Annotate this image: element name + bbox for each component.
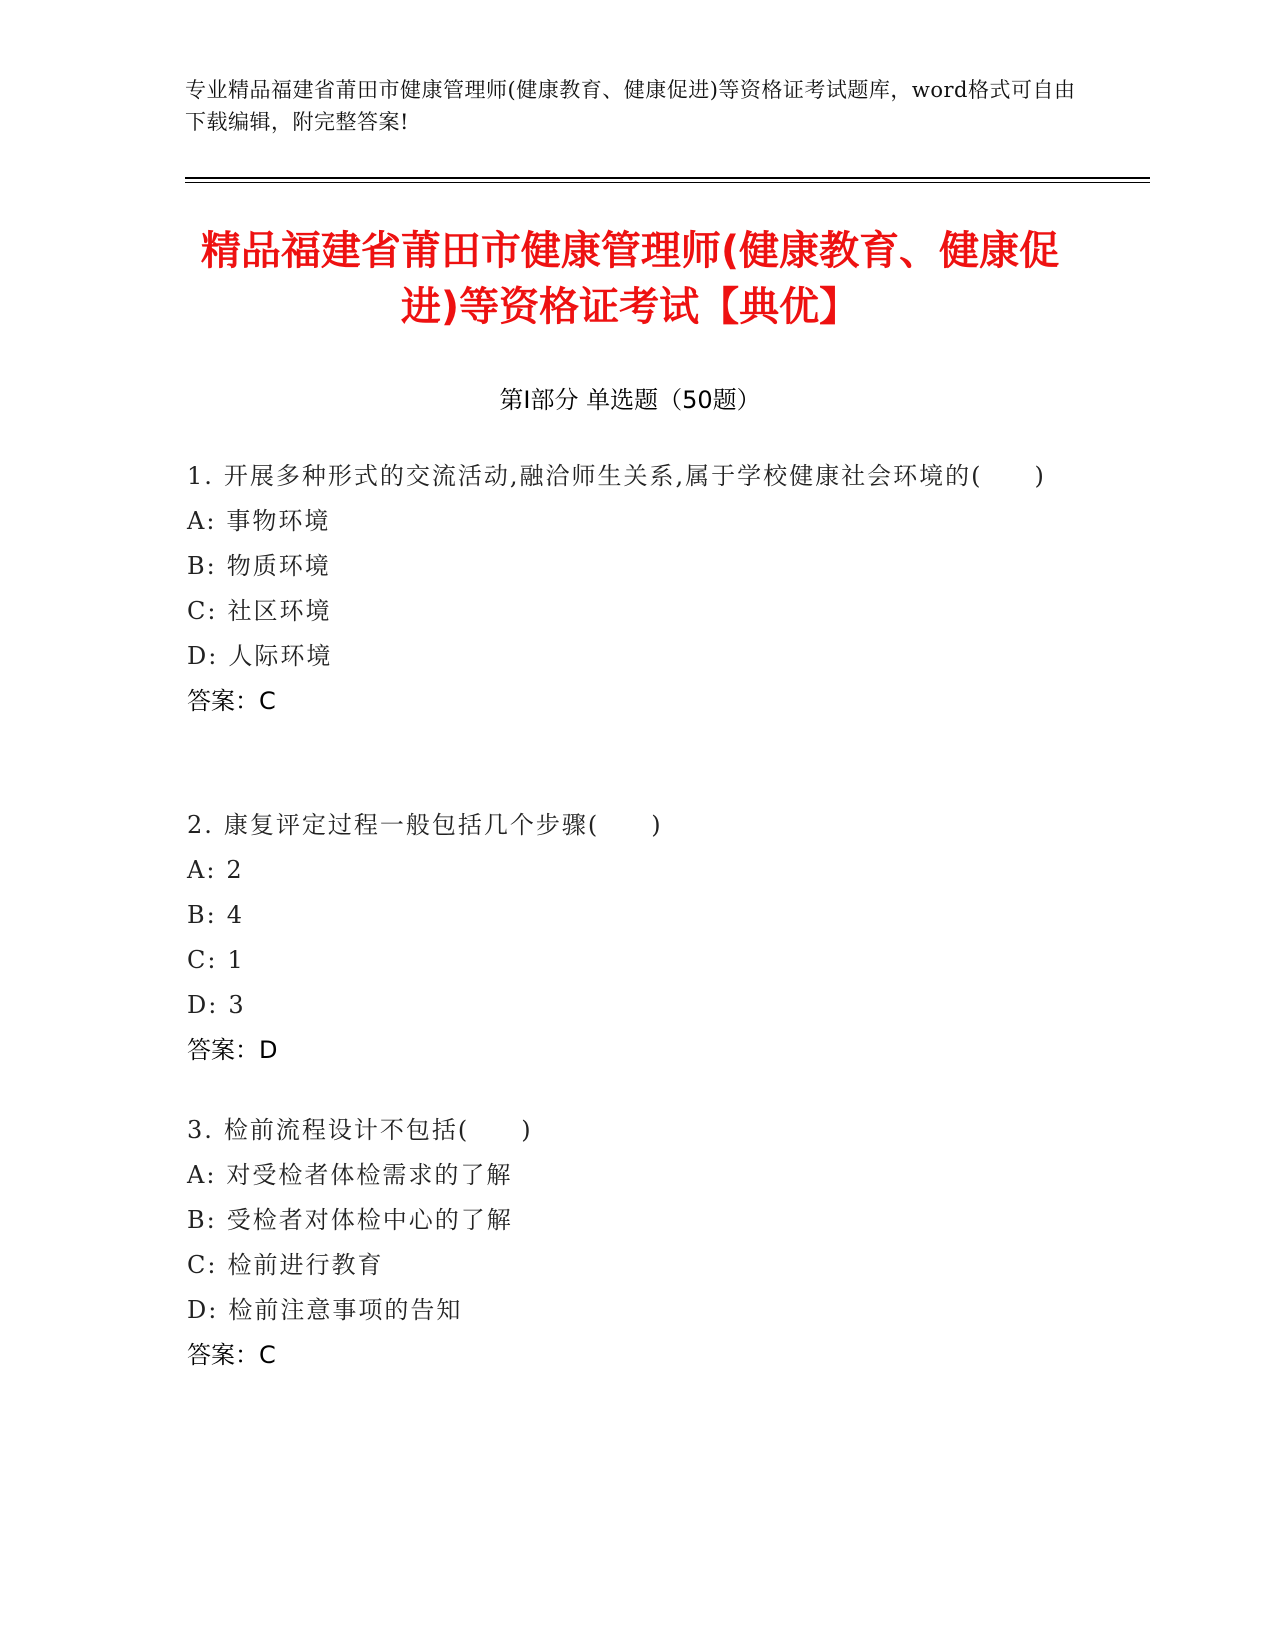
option-d	[187, 1288, 1087, 1333]
question-number: 3.	[187, 1116, 214, 1144]
question-text: 开展多种形式的交流活动,融洽师生关系,属于学校健康社会环境的( )	[223, 462, 1046, 490]
question-text: 康复评定过程一般包括几个步骤( )	[223, 811, 663, 839]
option-text: 人际环境	[228, 642, 333, 670]
option-key: C:	[187, 1251, 218, 1279]
header-divider-thin	[185, 182, 1150, 183]
answer-label: 答案：	[187, 1036, 259, 1064]
answer-line	[187, 1028, 1087, 1073]
option-key: B:	[187, 1206, 217, 1234]
option-c	[187, 589, 1087, 634]
option-text: 1	[227, 946, 245, 974]
option-c	[187, 938, 1087, 983]
option-c	[187, 1243, 1087, 1288]
answer-label: 答案：	[187, 1341, 259, 1369]
question-2	[187, 803, 1087, 1073]
answer-value: D	[259, 1036, 278, 1064]
option-key: D:	[187, 1296, 219, 1324]
answer-value: C	[259, 687, 276, 715]
header-divider-thick	[185, 177, 1150, 179]
option-text: 社区环境	[227, 597, 332, 625]
question-3	[187, 1108, 1087, 1378]
option-key: A:	[187, 1161, 217, 1189]
header-note: 专业精品福建省莆田市健康管理师(健康教育、健康促进)等资格证考试题库，word格式可自由下载编辑，附完整答案!	[185, 78, 1076, 134]
option-text: 检前进行教育	[227, 1251, 384, 1279]
option-key: D:	[187, 642, 219, 670]
option-text: 2	[226, 856, 244, 884]
answer-line	[187, 1333, 1087, 1378]
option-text: 受检者对体检中心的了解	[226, 1206, 513, 1234]
option-key: C:	[187, 597, 218, 625]
option-key: B:	[187, 552, 217, 580]
option-text: 物质环境	[226, 552, 331, 580]
question-stem	[187, 454, 1087, 499]
option-key: A:	[187, 856, 217, 884]
question-1	[187, 454, 1087, 724]
question-number: 1.	[187, 462, 214, 490]
option-d	[187, 983, 1087, 1028]
option-b	[187, 893, 1087, 938]
document-title: 精品福建省莆田市健康管理师(健康教育、健康促进)等资格证考试【典优】	[200, 228, 1060, 330]
answer-value: C	[259, 1341, 276, 1369]
question-text: 检前流程设计不包括( )	[223, 1116, 533, 1144]
option-d	[187, 634, 1087, 679]
option-key: C:	[187, 946, 218, 974]
section-heading: 第Ⅰ部分 单选题（50题）	[499, 386, 761, 414]
option-key: A:	[187, 507, 217, 535]
option-b	[187, 1198, 1087, 1243]
option-text: 3	[228, 991, 246, 1019]
option-a	[187, 499, 1087, 544]
question-number: 2.	[187, 811, 214, 839]
question-stem	[187, 1108, 1087, 1153]
option-key: D:	[187, 991, 219, 1019]
question-stem	[187, 803, 1087, 848]
option-text: 4	[226, 901, 245, 929]
answer-label: 答案：	[187, 687, 259, 715]
option-b	[187, 544, 1087, 589]
option-a	[187, 848, 1087, 893]
answer-line	[187, 679, 1087, 724]
option-key: B:	[187, 901, 217, 929]
option-a	[187, 1153, 1087, 1198]
option-text: 事物环境	[226, 507, 331, 535]
option-text: 检前注意事项的告知	[228, 1296, 463, 1324]
option-text: 对受检者体检需求的了解	[226, 1161, 513, 1189]
